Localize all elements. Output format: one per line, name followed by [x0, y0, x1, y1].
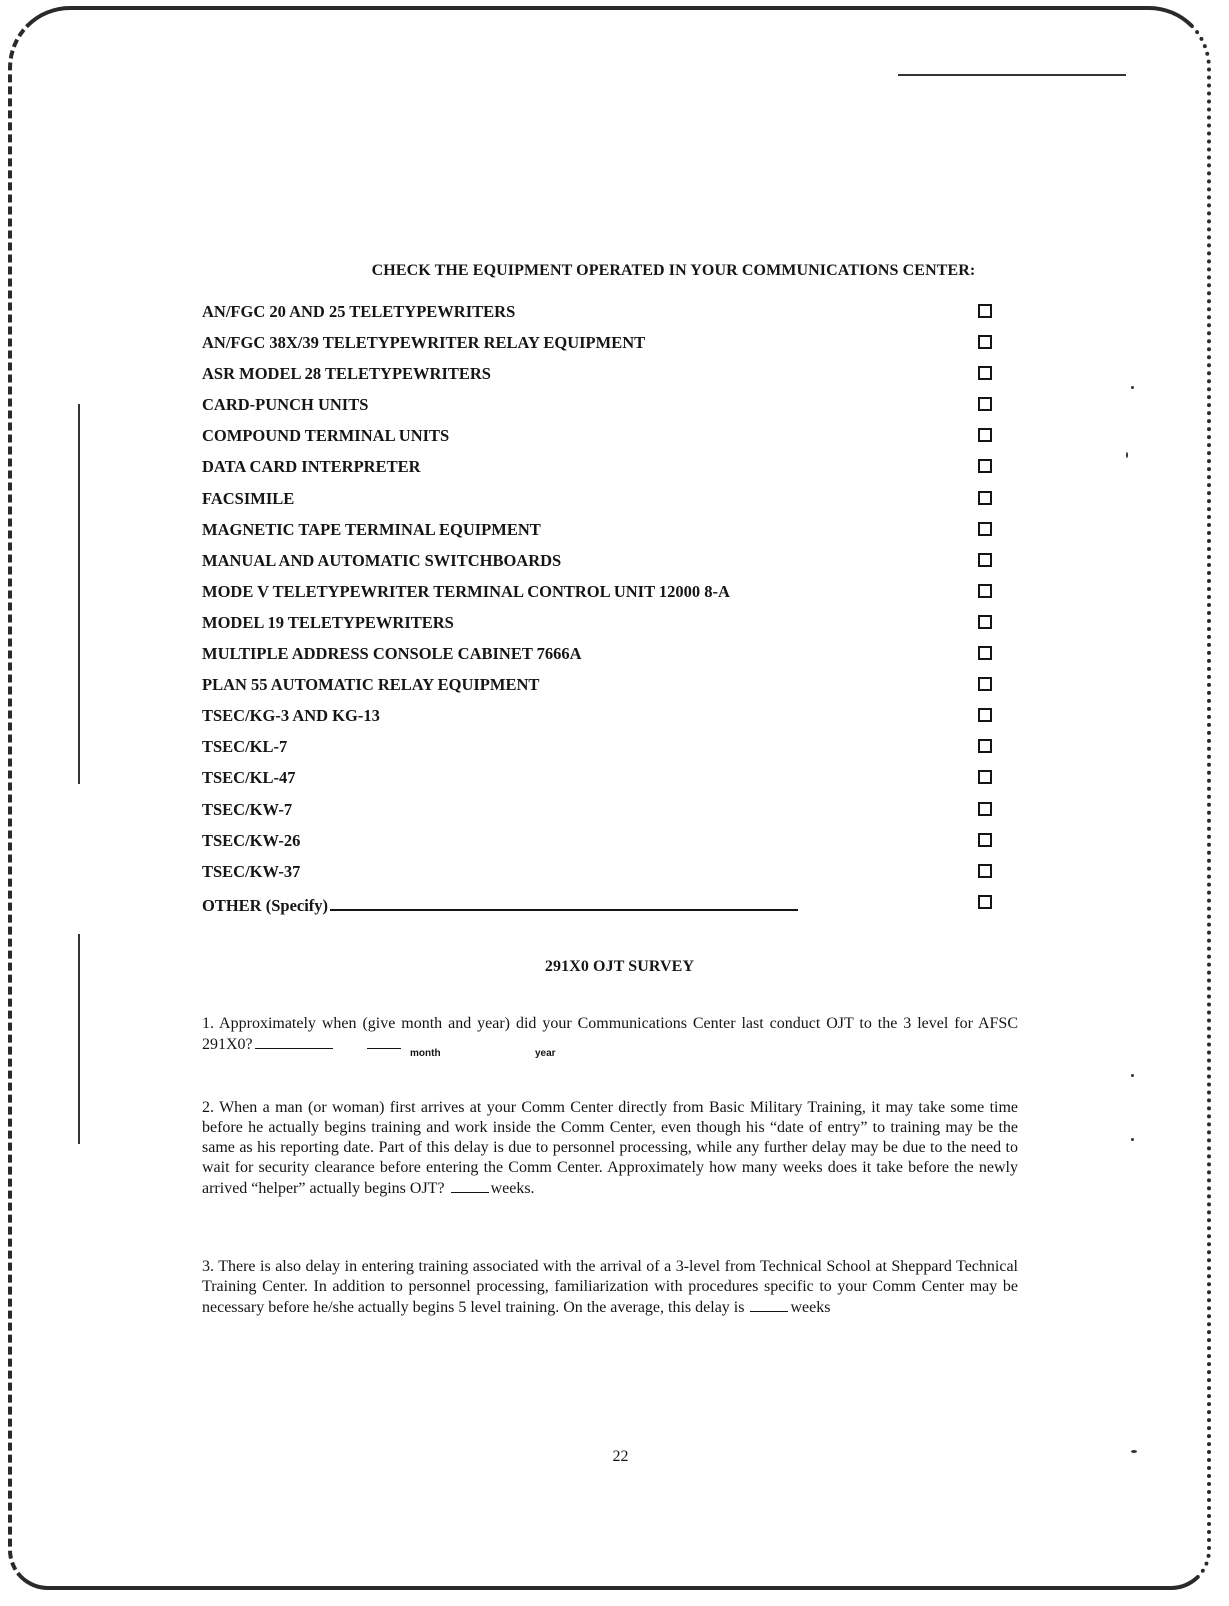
question-1-text: 1. Approximately when (give month and year) did your Communications Center last conduct OJT to the 3 level for AFSC 291X0?	[202, 1015, 1018, 1053]
equipment-checkbox[interactable]	[978, 615, 992, 629]
equipment-checkbox[interactable]	[978, 646, 992, 660]
equipment-label: FACSIMILE	[202, 488, 295, 508]
equipment-label: DATA CARD INTERPRETER	[202, 457, 421, 477]
equipment-item	[202, 518, 992, 549]
question-3-text: 3. There is also delay in entering training associated with the arrival of a 3-level from Technical School at Sheppard Technical Training Center. In addition to personnel processing, familiarization with procedures specific to your Comm Center may be necessary before he/she actually begins 5 level training. On the average, this delay is	[202, 1258, 1018, 1316]
equipment-item	[202, 549, 992, 580]
question-2	[202, 1098, 1018, 1199]
equipment-checkbox[interactable]	[978, 522, 992, 536]
equipment-checkbox[interactable]	[978, 366, 992, 380]
equipment-checkbox[interactable]	[978, 677, 992, 691]
equipment-item	[202, 766, 992, 797]
equipment-item	[202, 424, 992, 455]
scan-streak	[898, 74, 1126, 76]
equipment-label: MODEL 19 TELETYPEWRITERS	[202, 612, 454, 632]
scan-speck	[1131, 1138, 1134, 1141]
scan-speck	[1131, 1074, 1134, 1077]
equipment-item	[202, 362, 992, 393]
equipment-checkbox[interactable]	[978, 428, 992, 442]
equipment-label: MAGNETIC TAPE TERMINAL EQUIPMENT	[202, 519, 541, 539]
equipment-label: PLAN 55 AUTOMATIC RELAY EQUIPMENT	[202, 675, 540, 695]
scan-speck	[1131, 386, 1134, 389]
equipment-checkbox[interactable]	[978, 739, 992, 753]
equipment-item	[202, 611, 992, 642]
equipment-checkbox[interactable]	[978, 864, 992, 878]
year-label: year	[535, 1048, 556, 1059]
question-1	[202, 1014, 1018, 1055]
equipment-item	[202, 673, 992, 704]
page-number: 22	[612, 1448, 629, 1465]
equipment-checkbox[interactable]	[978, 553, 992, 567]
equipment-label: MANUAL AND AUTOMATIC SWITCHBOARDS	[202, 550, 562, 570]
weeks-blank-q3[interactable]	[750, 1297, 788, 1312]
question-2-text: 2. When a man (or woman) first arrives at your Comm Center directly from Basic Military Training, it may take some time before he actually begins training and work inside the Comm Center, even though his “date of entry” to training may be the same as his reporting date. Part of this delay is due to personnel processing, while any further delay may be due to the need to wait for security clearance before entering the Comm Center. Approximately how many weeks does it take before the newly arrived “helper” actually begins OJT?	[202, 1099, 1018, 1197]
equipment-label: MODE V TELETYPEWRITER TERMINAL CONTROL UNIT 12000 8-A	[202, 581, 730, 601]
equipment-item	[202, 860, 992, 891]
equipment-checkbox[interactable]	[978, 397, 992, 411]
equipment-item	[202, 487, 992, 518]
equipment-label: ASR MODEL 28 TELETYPEWRITERS	[202, 364, 491, 384]
equipment-label: CARD-PUNCH UNITS	[202, 395, 369, 415]
scan-streak	[78, 934, 80, 1144]
other-specify-text: OTHER (Specify)	[202, 895, 329, 915]
equipment-label: TSEC/KL-7	[202, 737, 288, 757]
scan-speck	[1131, 1450, 1137, 1453]
year-blank[interactable]	[367, 1034, 401, 1049]
equipment-label: AN/FGC 38X/39 TELETYPEWRITER RELAY EQUIPMENT	[202, 333, 646, 353]
equipment-item	[202, 393, 992, 424]
equipment-checklist	[202, 300, 992, 922]
scan-speck	[1126, 452, 1128, 458]
equipment-checkbox[interactable]	[978, 335, 992, 349]
equipment-label: TSEC/KL-47	[202, 768, 296, 788]
equipment-checkbox[interactable]	[978, 833, 992, 847]
equipment-checkbox[interactable]	[978, 770, 992, 784]
equipment-item	[202, 642, 992, 673]
equipment-label: TSEC/KW-7	[202, 799, 293, 819]
equipment-checkbox[interactable]	[978, 304, 992, 318]
equipment-item	[202, 798, 992, 829]
question-2-suffix: weeks.	[490, 1180, 535, 1197]
equipment-checkbox[interactable]	[978, 802, 992, 816]
month-blank[interactable]	[255, 1034, 333, 1049]
question-3	[202, 1257, 1018, 1318]
equipment-label: COMPOUND TERMINAL UNITS	[202, 426, 450, 446]
equipment-label: AN/FGC 20 AND 25 TELETYPEWRITERS	[202, 302, 516, 321]
equipment-label: TSEC/KG-3 AND KG-13	[202, 706, 380, 726]
equipment-label: TSEC/KW-37	[202, 861, 301, 881]
equipment-checkbox[interactable]	[978, 459, 992, 473]
equipment-checkbox[interactable]	[978, 491, 992, 505]
other-specify-input[interactable]	[330, 895, 798, 911]
equipment-item-other	[202, 891, 992, 922]
survey-heading: 291X0 OJT SURVEY	[544, 958, 695, 975]
question-3-suffix: weeks	[790, 1299, 831, 1316]
scan-streak	[78, 404, 80, 784]
equipment-label: TSEC/KW-26	[202, 830, 301, 850]
equipment-item	[202, 300, 992, 331]
weeks-blank-q2[interactable]	[451, 1178, 489, 1193]
equipment-item	[202, 704, 992, 735]
equipment-item	[202, 331, 992, 362]
equipment-checkbox[interactable]	[978, 584, 992, 598]
other-specify-label	[202, 895, 798, 914]
equipment-item	[202, 455, 992, 486]
equipment-item	[202, 580, 992, 611]
equipment-heading: CHECK THE EQUIPMENT OPERATED IN YOUR COMMUNICATIONS CENTER:	[371, 262, 976, 279]
equipment-label: MULTIPLE ADDRESS CONSOLE CABINET 7666A	[202, 644, 582, 664]
equipment-item	[202, 735, 992, 766]
other-checkbox[interactable]	[978, 895, 992, 909]
month-label: month	[410, 1048, 441, 1059]
equipment-item	[202, 829, 992, 860]
equipment-checkbox[interactable]	[978, 708, 992, 722]
